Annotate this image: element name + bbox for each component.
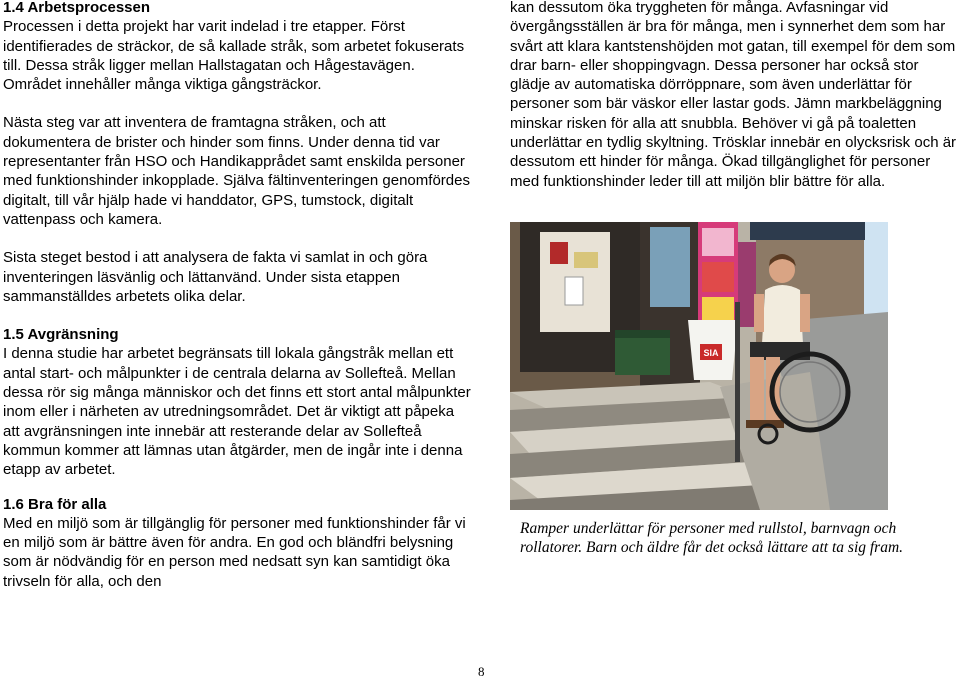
section-heading-bra-for-alla: 1.6 Bra för alla	[3, 495, 107, 513]
section-heading-arbetsprocessen: 1.4 Arbetsprocessen	[3, 0, 151, 16]
sign-text: SIA	[703, 348, 719, 358]
photo-wheelchair-ramp	[510, 222, 888, 510]
paragraph-scope: I denna studie har arbetet begränsats till lokala gångstråk mellan ett antal start- och målpunkter i de centrala delarna av Sollefteå. Mellan dessa rör sig många människor och det finns ett stort antal målpunkter inom eller i närheten av utredningsområdet. Det är viktigt att påpeka att avgränsningen inte innebär att resterande delar av Sollefteå kommun kommer att lämnas utan åtgärder, men de ingår inte i denna etapp av arbetet.	[3, 345, 471, 479]
paragraph-inventory-step: Nästa steg var att inventera de framtagna stråken, och att dokumentera de brister och hinder som finns. Under denna tid var representanter från HSO och Handikapprådet samt enskilda personer med funktionshinder inkopplade. Själva fältinventeringen genomfördes digitalt, till vår hjälp hade vi handdator, GPS, tumstock, digitalt vattenpass och kamera.	[3, 114, 470, 228]
page-number: 8	[478, 664, 485, 679]
left-column	[3, 0, 473, 591]
paragraph-accessibility-benefits: kan dessutom öka tryggheten för många. Avfasningar vid övergångsställen är bra för många, men i synnerhet dem som har svårt att klara kantstenshöjden mot gatan, till exempel för dem som drar barn- eller shoppingvagn. Dessa personer har också stor glädje av automatiska dörröppnare, som även underlättar för personer som bär väskor eller lastar gods. Jämn markbeläggning minskar risken för alla att snubbla. Behöver vi gå på toaletten underlättar en tydlig skyltning. Trösklar innebär en olycksrisk och är dessutom ett hinder för många. Ökad tillgänglighet för personer med funktionshinder leder till att miljön blir bättre för alla.	[510, 0, 957, 190]
paragraph-process-stages: Processen i detta projekt har varit indelad i tre etapper. Först identifierades de sträckor, de så kallade stråk, som arbetet fokuserats till. Dessa stråk ligger mellan Hallstagatan och Hågestavägen. Området innehåller många viktiga gångsträckor.	[3, 18, 465, 94]
right-column	[510, 0, 960, 191]
paragraph-analysis-step: Sista steget bestod i att analysera de fakta vi samlat in och göra inventeringen läsvänlig och lättanvänd. Under sista etappen sammanställdes arbetets olika delar.	[3, 249, 428, 305]
figure-caption: Ramper underlättar för personer med rullstol, barnvagn och rollatorer. Barn och äldre får det också lättare att ta sig fram.	[520, 520, 904, 556]
paragraph-good-for-all: Med en miljö som är tillgänglig för personer med funktionshinder får vi en miljö som är bättre även för andra. En god och bländfri belysning som är nödvändig för en person med nedsatt syn kan samtidigt öka trivseln för alla, och den	[3, 514, 466, 590]
section-heading-avgransning: 1.5 Avgränsning	[3, 326, 119, 344]
